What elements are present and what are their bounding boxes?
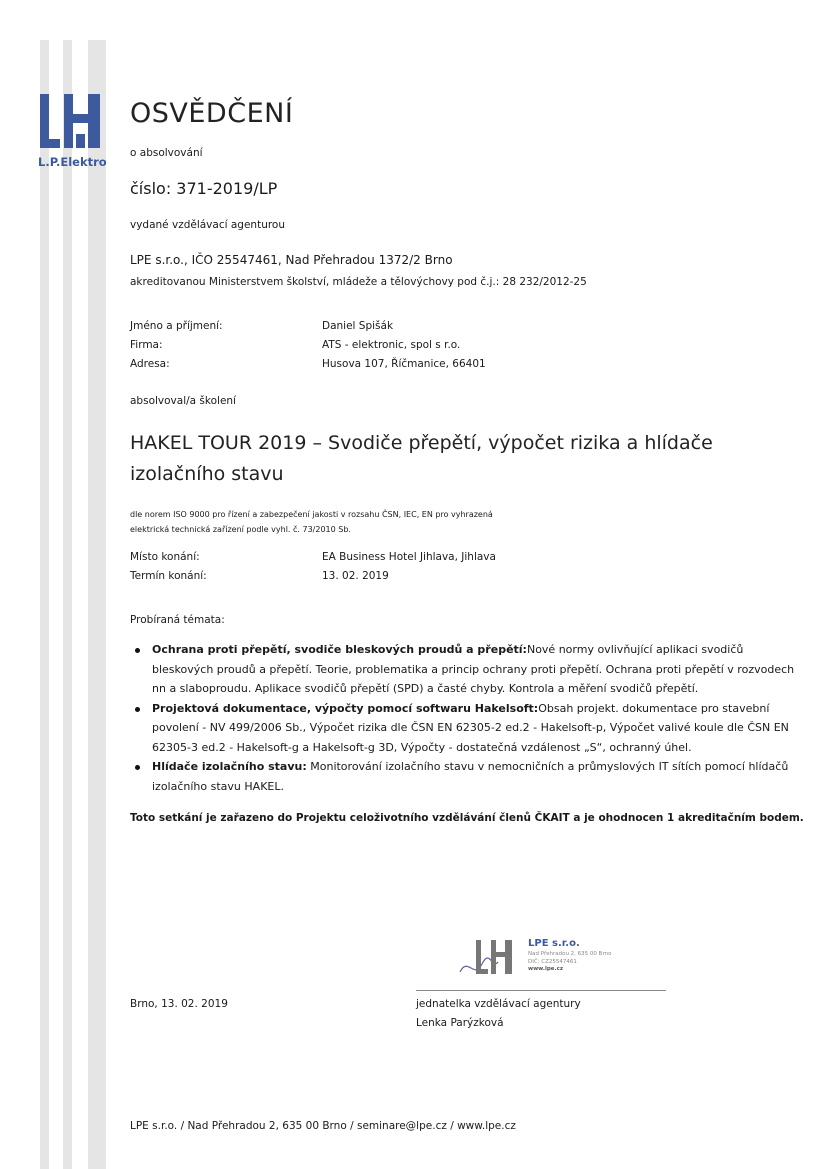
topic-heading: Ochrana proti přepětí, svodiče bleskových proudů a přepětí:: [152, 643, 527, 656]
completed-label: absolvoval/a školení: [130, 395, 236, 407]
certificate-number: číslo: 371-2019/LP: [130, 179, 278, 198]
topic-body: Obsah projekt. dokumentace pro stavební povolení - NV 499/2006 Sb., Výpočet rizika dle ČSN EN 62305-2 ed.2 - Hakelsoft-p, Výpočet valivé koule dle ČSN EN 62305-3 ed.2 - Hakelsoft-g a Hakelsoft-g 3D, Výpočty - dostatečná vzdálenost „S“, ochranný úhel.: [152, 701, 789, 754]
decor-stripe-2: [63, 40, 72, 1169]
name-label: Jméno a příjmení:: [130, 320, 223, 332]
place-value: EA Business Hotel Jihlava, Jihlava: [322, 551, 496, 563]
company-stamp: [458, 936, 628, 984]
bullet-icon: [135, 707, 140, 712]
name-value: Daniel Spišák: [322, 320, 394, 332]
place-label: Místo konání:: [130, 551, 200, 563]
footer-contact: LPE s.r.o. / Nad Přehradou 2, 635 00 Brno / seminare@lpe.cz / www.lpe.cz: [130, 1120, 516, 1132]
date-value: 13. 02. 2019: [322, 570, 389, 582]
topics-label: Probíraná témata:: [130, 614, 225, 626]
stamp-details: [528, 951, 611, 974]
topic-heading: Hlídače izolačního stavu:: [152, 760, 307, 773]
issued-by-label: vydané vzdělávací agenturou: [130, 219, 286, 231]
signer-name: Lenka Parýzková: [416, 1017, 504, 1029]
norm-line-1: dle norem ISO 9000 pro řízení a zabezpečení jakosti v rozsahu ČSN, IEC, EN pro vyhrazená: [130, 510, 493, 519]
topic-body: Monitorování izolačního stavu v nemocničních a průmyslových IT sítích pomocí hlídačů izolačního stavu HAKEL.: [152, 760, 789, 793]
stamp-line-3: www.lpe.cz: [528, 966, 564, 972]
bullet-icon: [135, 648, 140, 653]
agency-info: LPE s.r.o., IČO 25547461, Nad Přehradou 1372/2 Brno: [130, 253, 453, 267]
topic-item: [152, 699, 802, 758]
lpe-logo: [36, 94, 108, 169]
accreditation-note: Toto setkání je zařazeno do Projektu celoživotního vzdělávání členů ČKAIT a je ohodnocen 1 akreditačním bodem.: [130, 812, 804, 824]
company-label: Firma:: [130, 339, 163, 351]
lpe-logo-mark: [36, 94, 108, 150]
date-label: Termín konání:: [130, 570, 207, 582]
address-value: Husova 107, Říčmanice, 66401: [322, 358, 486, 370]
stamp-line-1: Nad Přehradou 2, 635 00 Brno: [528, 951, 612, 957]
topic-item: [152, 640, 802, 699]
decor-stripe-3: [88, 40, 106, 1169]
course-title: HAKEL TOUR 2019 – Svodiče přepětí, výpočet rizika a hlídače izolačního stavu: [130, 432, 713, 485]
signature-line: [416, 990, 666, 991]
topic-item: [152, 757, 802, 796]
certificate-title: OSVĚDČENÍ: [130, 98, 294, 129]
topic-heading: Projektová dokumentace, výpočty pomocí softwaru Hakelsoft:: [152, 701, 539, 715]
logo-text: L.P.Elektro: [38, 155, 107, 169]
decor-stripe-1: [40, 40, 49, 1169]
company-value: ATS - elektronic, spol s r.o.: [322, 339, 461, 351]
topic-body: Nové normy ovlivňující aplikaci svodičů bleskových proudů a přepětí. Teorie, problematika a princip ochrany proti přepětí. Ochrana proti přepětí v rozvodech nn a slaboproudu. Aplikace svodičů přepětí (SPD) a časté chyby. Kontrola a měření svodičů přepětí.: [152, 643, 795, 695]
sign-place-date: Brno, 13. 02. 2019: [130, 998, 228, 1010]
topics-list: [130, 640, 802, 796]
certificate-subtitle: o absolvování: [130, 147, 203, 159]
bullet-icon: [135, 765, 140, 770]
norm-text: [130, 507, 550, 537]
norm-line-2: elektrická technická zařízení podle vyhl. č. 73/2010 Sb.: [130, 525, 351, 534]
signer-role: jednatelka vzdělávací agentury: [416, 998, 581, 1010]
stamp-line-2: DIČ: CZ25547461: [528, 958, 577, 965]
address-label: Adresa:: [130, 358, 170, 370]
accreditation-info: akreditovanou Ministerstvem školství, mládeže a tělovýchovy pod č.j.: 28 232/2012-25: [130, 276, 587, 288]
stamp-name: LPE s.r.o.: [528, 938, 580, 949]
